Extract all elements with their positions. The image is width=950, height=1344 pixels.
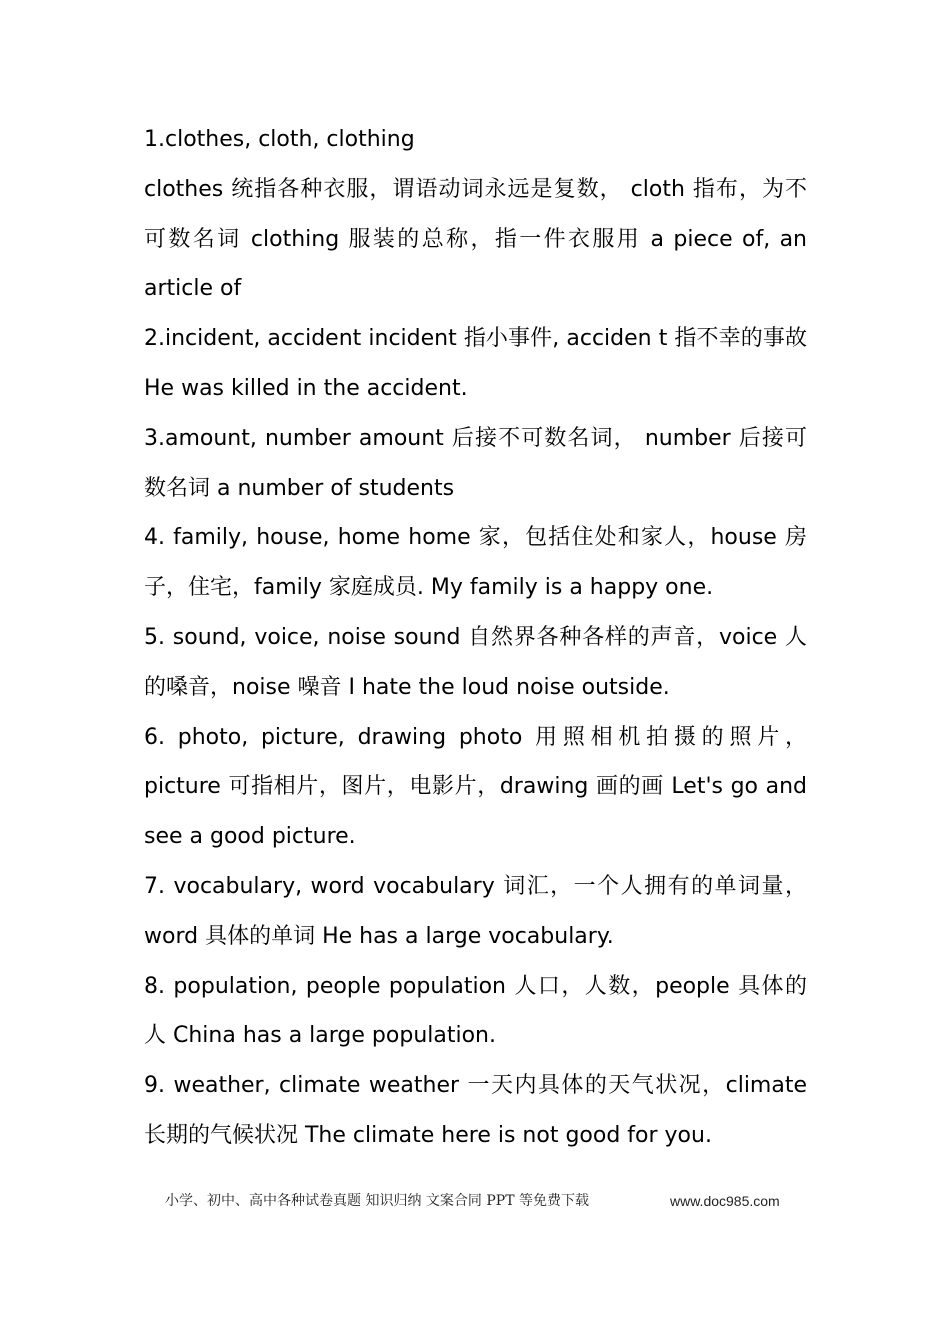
text-line: 的嗓音，noise 噪音 I hate the loud noise outside. — [144, 674, 670, 700]
text-line: 2.incident, accident incident 指小事件, acciden t 指不幸的事故 — [144, 326, 807, 352]
document-body — [144, 115, 807, 1161]
text-line: 7. vocabulary, word vocabulary 词汇，一个人拥有的单词量， — [144, 873, 807, 899]
text-line: 可数名词 clothing 服装的总称，指一件衣服用 a piece of, an — [144, 226, 807, 252]
footer-url: www.doc985.com — [670, 1193, 780, 1209]
text-line: 3.amount, number amount 后接不可数名词， number 后接可 — [144, 425, 807, 451]
text-line: 子，住宅，family 家庭成员. My family is a happy one. — [144, 575, 714, 601]
text-line: 4. family, house, home home 家，包括住处和家人，house 房 — [144, 525, 807, 551]
text-line: 长期的气候状况 The climate here is not good for you. — [144, 1122, 712, 1148]
text-line: word 具体的单词 He has a large vocabulary. — [144, 923, 614, 949]
text-line: see a good picture. — [144, 824, 356, 850]
text-line: 6. photo, picture, drawing photo 用照相机拍摄的照片， — [144, 724, 807, 750]
text-line: 1.clothes, cloth, clothing — [144, 127, 415, 152]
text-line: 8. population, people population 人口，人数，people 具体的 — [144, 973, 807, 999]
text-line: 人 China has a large population. — [144, 1023, 496, 1049]
text-line: 9. weather, climate weather 一天内具体的天气状况，climate — [144, 1073, 807, 1099]
text-line: picture 可指相片，图片，电影片，drawing 画的画 Let's go and — [144, 774, 807, 800]
page-footer — [0, 1189, 950, 1213]
text-line: article of — [144, 276, 242, 302]
text-line: 数名词 a number of students — [144, 475, 455, 501]
text-line: clothes 统指各种衣服，谓语动词永远是复数， cloth 指布，为不 — [144, 176, 807, 202]
footer-text: 小学、初中、高中各种试卷真题 知识归纳 文案合同 PPT 等免费下载 — [165, 1193, 589, 1209]
text-line: He was killed in the accident. — [144, 375, 468, 401]
text-line: 5. sound, voice, noise sound 自然界各种各样的声音，voice 人 — [144, 624, 807, 650]
